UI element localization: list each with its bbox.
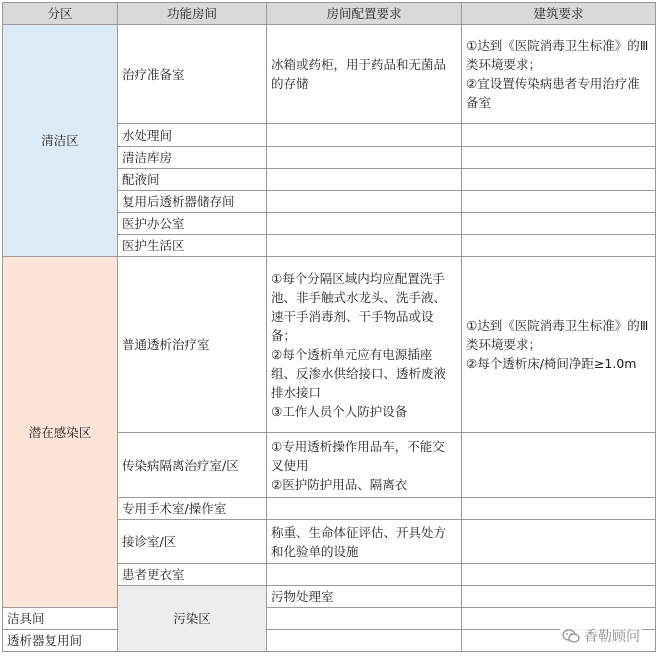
header-config: 房间配置要求 — [267, 3, 462, 25]
architecture-cell — [462, 257, 656, 433]
architecture-cell — [462, 235, 656, 257]
zone-clean: 清洁区 — [3, 25, 118, 257]
requirement-line: ①每个分隔区域内均应配置洗手池、非手触式水龙头、洗手液、速干手消毒剂、干手物品或设备； — [271, 270, 447, 343]
config-cell — [267, 191, 462, 213]
requirement-line: ①专用透析操作用品车，不能交叉使用 — [271, 438, 445, 473]
requirement-line: ①达到《医院消毒卫生标准》的Ⅲ类环境要求； — [466, 38, 649, 72]
config-cell: 称重、生命体征评估、开具处方和化验单的设施 — [267, 520, 462, 564]
room-cell: 配液间 — [118, 169, 267, 191]
architecture-cell — [462, 169, 656, 191]
config-cell — [267, 498, 462, 520]
zone-contaminated: 污染区 — [118, 586, 267, 652]
architecture-cell — [462, 564, 656, 586]
config-cell — [267, 630, 462, 652]
room-cell: 传染病隔离治疗室/区 — [118, 433, 267, 498]
requirement-line: ③工作人员个人防护设备 — [271, 403, 408, 419]
config-cell — [267, 169, 462, 191]
room-cell: 清洁库房 — [118, 147, 267, 169]
config-cell — [267, 147, 462, 169]
requirement-line: ②宜设置传染病患者专用治疗准备室 — [466, 76, 640, 110]
watermark — [560, 625, 642, 647]
config-cell — [267, 608, 462, 630]
requirement-line: ①达到《医院消毒卫生标准》的Ⅲ类环境要求； — [466, 318, 649, 352]
room-cell: 洁具间 — [3, 608, 118, 630]
room-cell: 专用手术室/操作室 — [118, 498, 267, 520]
room-cell: 医护生活区 — [118, 235, 267, 257]
config-cell — [462, 586, 656, 608]
room-cell: 医护办公室 — [118, 213, 267, 235]
architecture-cell — [462, 213, 656, 235]
dialysis-zoning-table — [2, 2, 656, 652]
room-cell: 患者更衣室 — [118, 564, 267, 586]
requirement-line: ②每个透析床/椅间净距≥1.0m — [466, 356, 637, 371]
architecture-cell — [462, 124, 656, 147]
header-row — [3, 3, 656, 25]
config-cell — [267, 213, 462, 235]
header-zone: 分区 — [3, 3, 118, 25]
table-row — [3, 25, 656, 124]
wechat-icon — [562, 629, 580, 643]
config-cell — [267, 564, 462, 586]
config-cell — [267, 433, 462, 498]
room-cell: 接诊室/区 — [118, 520, 267, 564]
watermark-text: 香勒顾问 — [584, 629, 640, 645]
requirement-line: ②医护防护用品、隔离衣 — [271, 476, 408, 492]
table-row — [3, 608, 656, 630]
config-cell: 冰箱或药柜，用于药品和无菌品的存储 — [267, 25, 462, 124]
zone-potential-infection: 潜在感染区 — [3, 257, 118, 608]
room-cell: 复用后透析器储存间 — [118, 191, 267, 213]
room-cell: 透析器复用间 — [3, 630, 118, 652]
room-cell: 水处理间 — [118, 124, 267, 147]
header-room: 功能房间 — [118, 3, 267, 25]
header-architecture: 建筑要求 — [462, 3, 656, 25]
architecture-cell — [462, 433, 656, 498]
config-cell — [267, 124, 462, 147]
room-cell: 治疗准备室 — [118, 25, 267, 124]
room-cell: 污物处理室 — [267, 586, 462, 608]
config-cell — [267, 257, 462, 433]
architecture-cell — [462, 25, 656, 124]
table-row — [3, 630, 656, 652]
requirement-line: ②每个透析单元应有电源插座组、反渗水供给接口、透析废液排水接口 — [271, 346, 447, 400]
architecture-cell — [462, 191, 656, 213]
room-cell: 普通透析治疗室 — [118, 257, 267, 433]
table-row — [3, 257, 656, 433]
architecture-cell — [462, 520, 656, 564]
architecture-cell — [462, 147, 656, 169]
config-cell — [267, 235, 462, 257]
architecture-cell — [462, 498, 656, 520]
